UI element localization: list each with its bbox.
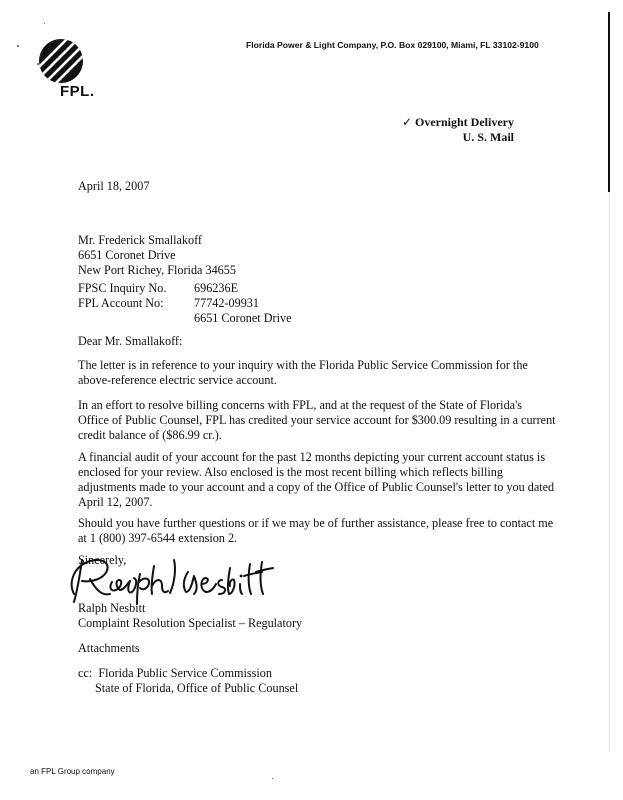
signatory-name: Ralph Nesbitt — [78, 601, 146, 615]
paragraph-line: Office of Public Counsel, FPL has credited your service account for $300.09 resulting in a current — [78, 413, 556, 427]
recipient-city-state-zip: New Port Richey, Florida 34655 — [78, 263, 236, 277]
handwritten-signature — [64, 548, 274, 608]
account-label: FPL Account No: — [78, 296, 164, 310]
body-paragraph-2 — [78, 398, 556, 443]
company-address-line: Florida Power & Light Company, P.O. Box 029100, Miami, FL 33102-9100 — [246, 40, 539, 50]
paragraph-line: enclosed for your review. Also enclosed is the most recent billing which reflects billing — [78, 465, 503, 479]
paragraph-line: The letter is in reference to your inquiry with the Florida Public Service Commission for the — [78, 358, 528, 372]
logo-wordmark: FPL. — [60, 83, 95, 100]
body-paragraph-4 — [78, 516, 554, 546]
account-address: 6651 Coronet Drive — [194, 311, 292, 325]
scan-speck — [272, 778, 273, 779]
paragraph-line: credit balance of ($86.99 cr.). — [78, 428, 222, 442]
recipient-street: 6651 Coronet Drive — [78, 248, 176, 262]
cc-label: cc: — [78, 666, 93, 680]
signatory-title: Complaint Resolution Specialist – Regulatory — [78, 616, 303, 630]
paragraph-line: above-reference electric service account. — [78, 373, 277, 387]
body-paragraph-1 — [78, 358, 536, 388]
check-mark-icon: ✓ — [401, 115, 413, 129]
delivery-method — [390, 115, 514, 145]
delivery-method-line-1: Overnight Delivery — [415, 115, 514, 129]
paragraph-line: A financial audit of your account for the past 12 months depicting your current account status is — [78, 450, 546, 464]
recipient-address — [78, 233, 536, 278]
inquiry-label: FPSC Inquiry No. — [78, 281, 167, 295]
attachments-label: Attachments — [78, 641, 140, 655]
cc-recipient-2: State of Florida, Office of Public Counsel — [95, 681, 299, 695]
paragraph-line: adjustments made to your account and a copy of the Office of Public Counsel's letter to you dated — [78, 480, 555, 494]
paragraph-line: Should you have further questions or if we may be of further assistance, please free to contact me — [78, 516, 554, 530]
inquiry-number: 696236E — [194, 281, 239, 295]
account-number: 77742-09931 — [194, 296, 259, 310]
right-margin-shadow — [609, 192, 610, 752]
scan-speck — [17, 45, 19, 47]
closing: Sincerely, — [78, 553, 127, 567]
paragraph-line: April 12, 2007. — [78, 495, 153, 509]
recipient-name: Mr. Frederick Smallakoff — [78, 233, 202, 247]
body-paragraph-3 — [78, 450, 555, 510]
reference-block — [78, 281, 536, 326]
cc-block — [78, 666, 536, 696]
signatory-block — [78, 601, 536, 631]
paragraph-line: at 1 (800) 397-6544 extension 2. — [78, 531, 238, 545]
fpl-logo-icon — [38, 38, 84, 84]
cc-recipient-1: Florida Public Service Commission — [98, 666, 272, 680]
footer-company-note: an FPL Group company — [30, 767, 115, 776]
right-margin-rule — [608, 12, 610, 192]
paragraph-line: In an effort to resolve billing concerns with FPL, and at the request of the State of Florida's — [78, 398, 523, 412]
letter-date: April 18, 2007 — [78, 179, 150, 193]
salutation: Dear Mr. Smallakoff: — [78, 334, 183, 348]
scan-speck — [44, 23, 45, 24]
delivery-method-line-2: U. S. Mail — [462, 130, 514, 144]
